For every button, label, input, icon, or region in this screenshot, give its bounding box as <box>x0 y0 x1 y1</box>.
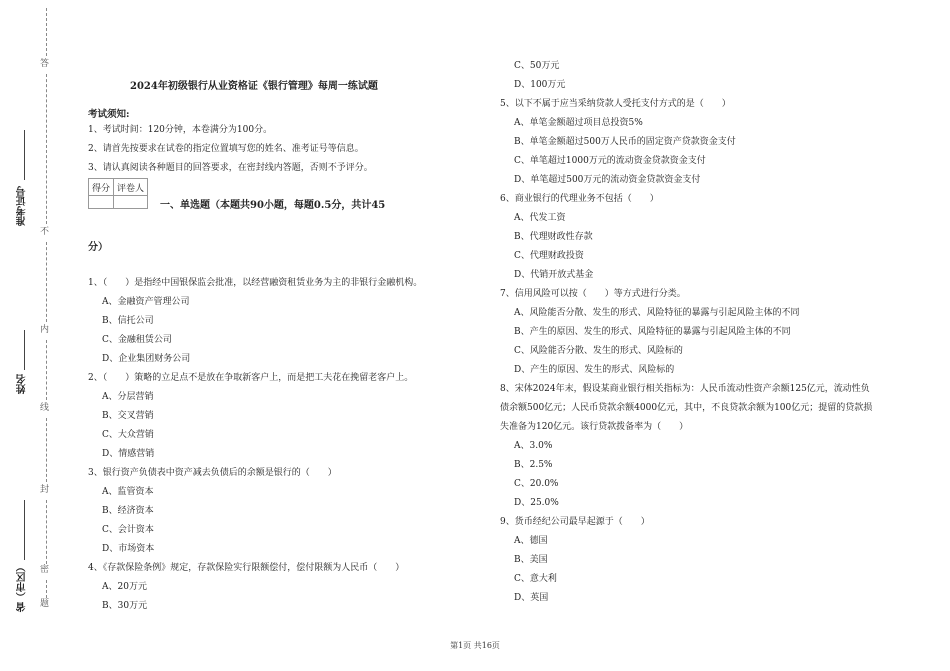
grader-header: 评卷人 <box>114 179 148 196</box>
question-text: 1、（ ）是指经中国银保监会批准，以经营融资租赁业务为主的非银行金融机构。 <box>88 278 423 288</box>
option-text: B、信托公司 <box>102 316 154 326</box>
question-text: 7、信用风险可以按（ ）等方式进行分类。 <box>500 289 686 299</box>
score-cell <box>89 196 114 209</box>
option-text: D、100万元 <box>514 80 566 90</box>
option-text: C、代理财政投资 <box>514 251 584 261</box>
option-text: A、德国 <box>514 536 548 546</box>
page-title: 2024年初级银行从业资格证《银行管理》每周一练试题 <box>130 81 378 92</box>
option-text: A、20万元 <box>102 582 147 592</box>
option-text: C、意大利 <box>514 574 557 584</box>
option-text: C、风险能否分散、发生的形式、风险标的 <box>514 346 683 356</box>
seal-dash <box>46 242 47 322</box>
option-text: B、产生的原因、发生的形式、风险特征的暴露与引起风险主体的不同 <box>514 327 791 337</box>
name-line <box>24 330 25 370</box>
province-label: 省（市区） <box>17 562 28 612</box>
option-text: D、企业集团财务公司 <box>102 354 191 364</box>
seal-dash <box>46 500 47 564</box>
notice-item: 3、请认真阅读各种题目的回答要求，在密封线内答题，否则不予评分。 <box>88 163 373 173</box>
seal-dash <box>46 8 47 56</box>
option-text: D、产生的原因、发生的形式、风险标的 <box>514 365 675 375</box>
option-text: D、代销开放式基金 <box>514 270 594 280</box>
score-header: 得分 <box>89 179 114 196</box>
question-text: 8、宋体2024年末，假设某商业银行相关指标为：人民币流动性资产余额125亿元，流动性负 <box>500 384 870 394</box>
seal-char: 题 <box>40 599 50 609</box>
option-text: B、单笔金额超过500万人民币的固定资产贷款资金支付 <box>514 137 736 147</box>
option-text: B、30万元 <box>102 601 148 611</box>
seal-char: 线 <box>40 403 50 413</box>
option-text: A、分层营销 <box>102 392 154 402</box>
score-table <box>88 178 148 209</box>
seal-char: 不 <box>40 227 50 237</box>
seal-char: 答 <box>40 59 50 69</box>
option-text: B、经济资本 <box>102 506 154 516</box>
option-text: C、大众营销 <box>102 430 154 440</box>
option-text: A、风险能否分散、发生的形式、风险特征的暴露与引起风险主体的不同 <box>514 308 800 318</box>
seal-char: 内 <box>40 325 50 335</box>
question-text: 9、货币经纪公司最早起源于（ ） <box>500 517 650 527</box>
notice-heading: 考试须知: <box>88 109 130 120</box>
question-text: 6、商业银行的代理业务不包括（ ） <box>500 194 659 204</box>
option-text: B、2.5% <box>514 460 553 470</box>
question-text: 5、以下不属于应当采纳贷款人受托支付方式的是（ ） <box>500 99 731 109</box>
notice-item: 2、请首先按要求在试卷的指定位置填写您的姓名、准考证号等信息。 <box>88 144 364 154</box>
option-text: B、代理财政性存款 <box>514 232 593 242</box>
option-text: A、单笔金额超过项目总投资5% <box>514 118 643 128</box>
seal-dash <box>46 580 47 598</box>
option-text: A、监管资本 <box>102 487 154 497</box>
option-text: C、50万元 <box>514 61 560 71</box>
page-number: 第1页 共16页 <box>450 641 500 650</box>
seal-char: 封 <box>40 485 50 495</box>
option-text: B、交叉营销 <box>102 411 154 421</box>
question-text: 2、（ ）策略的立足点不是放在争取新客户上，而是把工夫花在挽留老客户上。 <box>88 373 414 383</box>
option-text: A、金融资产管理公司 <box>102 297 190 307</box>
option-text: C、金融租赁公司 <box>102 335 172 345</box>
question-text: 债余额500亿元；人民币贷款余额4000亿元，其中，不良贷款余额为100亿元；提留的贷款损 <box>500 403 873 413</box>
option-text: D、英国 <box>514 593 549 603</box>
seal-dash <box>46 340 47 400</box>
option-text: B、美国 <box>514 555 548 565</box>
option-text: A、代发工资 <box>514 213 566 223</box>
option-text: C、20.0% <box>514 479 559 489</box>
seal-dash <box>46 418 47 482</box>
province-line <box>24 500 25 560</box>
option-text: C、会计资本 <box>102 525 154 535</box>
exam-no-label: 准考证号 <box>17 186 28 226</box>
section-heading-cont: 分） <box>88 242 108 253</box>
seal-char: 密 <box>40 565 50 575</box>
option-text: D、25.0% <box>514 498 559 508</box>
option-text: A、3.0% <box>514 441 553 451</box>
question-text: 失准备为120亿元。该行贷款拨备率为（ ） <box>500 422 689 432</box>
binding-margin <box>0 0 70 671</box>
seal-dash <box>46 74 47 224</box>
option-text: C、单笔超过1000万元的流动资金贷款资金支付 <box>514 156 706 166</box>
question-text: 3、银行资产负债表中资产减去负债后的余额是银行的（ ） <box>88 468 337 478</box>
section-heading: 一、单选题（本题共90小题，每题0.5分，共计45 <box>160 200 386 211</box>
exam-no-line <box>24 130 25 180</box>
option-text: D、单笔超过500万元的流动资金贷款资金支付 <box>514 175 701 185</box>
name-label: 姓名 <box>17 374 28 394</box>
option-text: D、情感营销 <box>102 449 155 459</box>
question-text: 4、《存款保险条例》规定，存款保险实行限额偿付，偿付限额为人民币（ ） <box>88 563 405 573</box>
option-text: D、市场资本 <box>102 544 155 554</box>
notice-item: 1、考试时间：120分钟，本卷满分为100分。 <box>88 125 273 135</box>
grader-cell <box>114 196 148 209</box>
